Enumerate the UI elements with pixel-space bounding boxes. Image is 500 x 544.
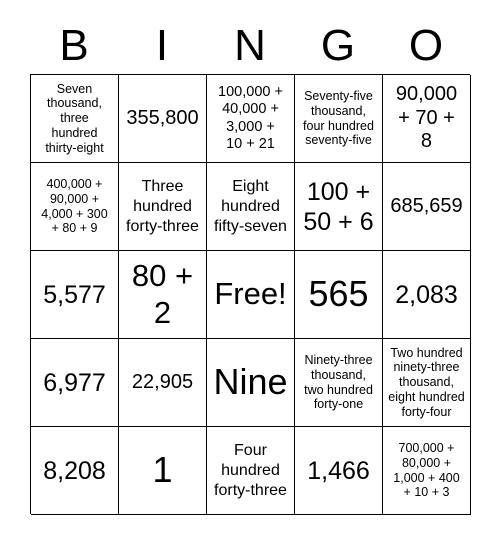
bingo-cell-r1-c5[interactable]: 90,000 + 70 + 8 (383, 75, 471, 163)
header-letter-i: I (155, 21, 169, 70)
bingo-cell-r1-c3[interactable]: 100,000 + 40,000 + 3,000 + 10 + 21 (207, 75, 295, 163)
bingo-cell-r2-c5[interactable]: 685,659 (383, 163, 471, 251)
bingo-cell-free[interactable]: Free! (207, 251, 295, 339)
bingo-cell-r2-c2[interactable]: Three hundred forty-three (119, 163, 207, 251)
bingo-cell-r3-c4[interactable]: 565 (295, 251, 383, 339)
bingo-cell-r5-c3[interactable]: Four hundred forty-three (207, 427, 295, 515)
bingo-cell-r5-c5[interactable]: 700,000 + 80,000 + 1,000 + 400 + 10 + 3 (383, 427, 471, 515)
bingo-cell-r1-c1[interactable]: Seven thousand, three hundred thirty-eight (31, 75, 119, 163)
bingo-cell-r5-c2[interactable]: 1 (119, 427, 207, 515)
bingo-board (30, 74, 470, 514)
bingo-cell-r3-c5[interactable]: 2,083 (383, 251, 471, 339)
header-letter-o: O (408, 21, 444, 70)
bingo-cell-r4-c5[interactable]: Two hundred ninety-three thousand, eight hundred forty-four (383, 339, 471, 427)
bingo-header (30, 18, 470, 74)
header-letter-b: B (59, 21, 89, 70)
bingo-cell-r4-c3[interactable]: Nine (207, 339, 295, 427)
bingo-cell-r2-c1[interactable]: 400,000 + 90,000 + 4,000 + 300 + 80 + 9 (31, 163, 119, 251)
header-letter-g: G (320, 21, 356, 70)
bingo-cell-r3-c2[interactable]: 80 + 2 (119, 251, 207, 339)
bingo-cell-r1-c2[interactable]: 355,800 (119, 75, 207, 163)
bingo-cell-r5-c1[interactable]: 8,208 (31, 427, 119, 515)
bingo-cell-r2-c4[interactable]: 100 + 50 + 6 (295, 163, 383, 251)
bingo-cell-r2-c3[interactable]: Eight hundred fifty-seven (207, 163, 295, 251)
bingo-cell-r1-c4[interactable]: Seventy-five thousand, four hundred seventy-five (295, 75, 383, 163)
bingo-cell-r4-c1[interactable]: 6,977 (31, 339, 119, 427)
bingo-cell-r3-c1[interactable]: 5,577 (31, 251, 119, 339)
bingo-cell-r5-c4[interactable]: 1,466 (295, 427, 383, 515)
bingo-cell-r4-c4[interactable]: Ninety-three thousand, two hundred forty-one (295, 339, 383, 427)
header-letter-n: N (234, 21, 266, 70)
bingo-cell-r4-c2[interactable]: 22,905 (119, 339, 207, 427)
